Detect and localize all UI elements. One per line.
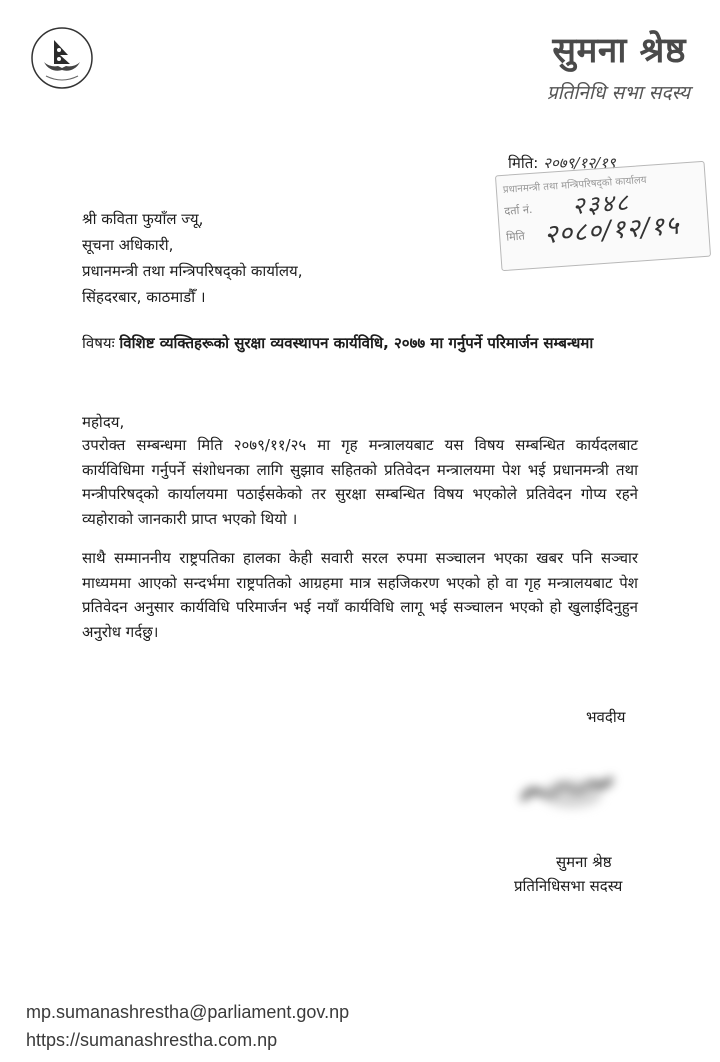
blurred-signature-icon <box>516 758 616 818</box>
signatory-name: सुमना श्रेष्ठ <box>556 853 612 871</box>
subject-label: विषयः <box>82 334 115 352</box>
addressee-location: सिंहदरबार, काठमाडौँ । <box>82 288 206 306</box>
stamp-miti-label: मिति <box>505 229 526 244</box>
closing-text: भवदीय <box>586 708 626 726</box>
signatory-title: प्रतिनिधिसभा सदस्य <box>514 877 623 895</box>
addressee-block <box>82 206 303 310</box>
contact-footer <box>26 998 349 1054</box>
date-label: मिति: <box>508 154 539 172</box>
body-paragraph-1: उपरोक्त सम्बन्धमा मिति २०७९/११/२५ मा गृह मन्त्रालयबाट यस विषय सम्बन्धित कार्यदलबाट कार्यविधिमा गर्नुपर्ने संशोधनका लागि सुझाव सहितको प्रतिवेदन मन्त्रालयमा पेश भई प्रधानमन्त्री तथा मन्त्रीपरिषद्को कार्यालयमा पठाईसकेको तर सुरक्षा सम्बन्धित विषय भएकोले प्रतिवेदन गोप्य रहने व्यहोराको जानकारी प्राप्त भएको थियो । <box>82 436 638 528</box>
stamp-office-text: प्रधानमन्त्री तथा मन्त्रिपरिषद्को कार्यालय <box>502 174 647 196</box>
stamp-dartaa-number: २३४८ <box>571 188 631 221</box>
salutation: महोदय, <box>82 413 125 431</box>
subject-text: विशिष्ट व्यक्तिहरूको सुरक्षा व्यवस्थापन कार्यविधि, २०७७ मा गर्नुपर्ने परिमार्जन सम्बन्धमा <box>119 334 594 352</box>
body-paragraph-2: साथै सम्माननीय राष्ट्रपतिका हालका केही सवारी सरल रुपमा सञ्चालन भएका खबर पनि सञ्चार माध्यममा आएको सन्दर्भमा राष्ट्रपतिको आग्रहमा मात्र सहजिकरण भएको हो वा गृह मन्त्रालयबाट पेश प्रतिवेदन अनुसार कार्यविधि परिमार्जन भई नयाँ कार्यविधि लागू भई सञ्चालन भएको हो खुलाईदिनुहुन अनुरोध गर्दछु। <box>82 549 638 641</box>
footer-website[interactable]: https://sumanashrestha.com.np <box>26 1030 278 1050</box>
addressee-designation: सूचना अधिकारी, <box>82 236 174 254</box>
stamp-dartaa-label: दर्ता नं. <box>503 202 533 218</box>
addressee-office: प्रधानमन्त्री तथा मन्त्रिपरिषद्को कार्यालय, <box>82 262 303 280</box>
footer-email[interactable]: mp.sumanashrestha@parliament.gov.np <box>26 1002 350 1022</box>
stamp-miti-value: २०८०/१२/१५ <box>543 210 681 251</box>
date-value: २०७९/१२/१९ <box>543 154 616 172</box>
addressee-name: श्री कविता फुयाँल ज्यू, <box>82 210 204 228</box>
sender-title: प्रतिनिधि सभा सदस्य <box>546 82 690 104</box>
subject-line <box>82 330 642 356</box>
registration-stamp <box>495 161 711 271</box>
sender-name: सुमना श्रेष्ठ <box>552 31 686 71</box>
parliament-emblem-icon <box>30 26 94 90</box>
